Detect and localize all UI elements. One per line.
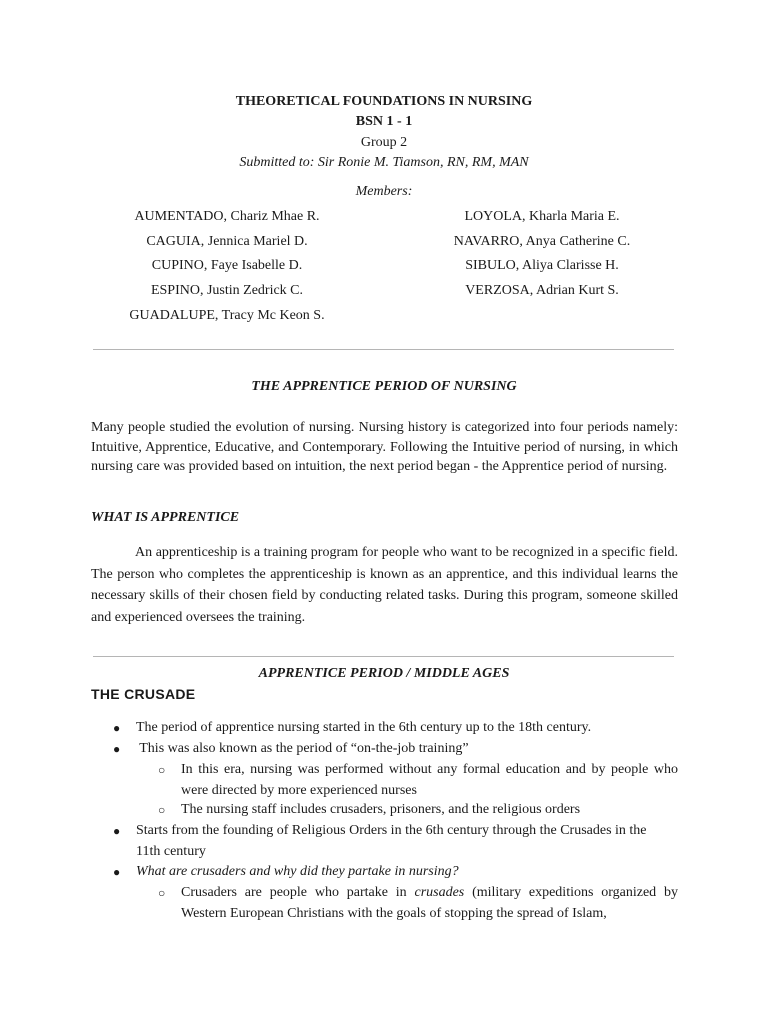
sub-bullet-icon: ○ xyxy=(158,763,166,777)
bullet-icon: ● xyxy=(113,824,121,838)
member-name: ESPINO, Justin Zedrick C. xyxy=(150,283,304,299)
member-name: VERZOSA, Adrian Kurt S. xyxy=(465,283,619,299)
subheading: THE CRUSADE xyxy=(91,686,196,702)
section-title: APPRENTICE PERIOD / MIDDLE AGES xyxy=(258,666,510,681)
bullet-icon: ● xyxy=(113,742,121,756)
horizontal-divider xyxy=(93,349,674,350)
list-item: The nursing staff includes crusaders, prisoners, and the religious orders xyxy=(181,802,581,817)
list-item-text: Crusaders are people who partake in xyxy=(181,885,415,900)
course-code: BSN 1 - 1 xyxy=(355,114,413,129)
list-item: What are crusaders and why did they partake in nursing? xyxy=(136,864,459,879)
horizontal-divider xyxy=(93,656,674,657)
bullet-icon: ● xyxy=(113,865,121,879)
definition-paragraph: An apprenticeship is a training program for people who want to be recognized in a specific field. The person who completes the apprenticeship is known as an apprentice, and this individual learns the necessary skills of their chosen field by conducting related tasks. During this program, someone skilled and experienced oversees the training. xyxy=(91,545,678,625)
member-name: CUPINO, Faye Isabelle D. xyxy=(151,258,303,274)
sub-bullet-icon: ○ xyxy=(158,803,166,817)
subheading: WHAT IS APPRENTICE xyxy=(91,510,240,525)
member-name: SIBULO, Aliya Clarisse H. xyxy=(465,258,619,274)
list-item: This was also known as the period of “on-the-job training” xyxy=(136,741,469,756)
member-name: AUMENTADO, Chariz Mhae R. xyxy=(134,209,320,224)
list-item: The period of apprentice nursing started in the 6th century up to the 18th century. xyxy=(136,720,592,735)
sub-bullet-icon: ○ xyxy=(158,886,166,900)
member-name: NAVARRO, Anya Catherine C. xyxy=(453,233,631,249)
member-name: CAGUIA, Jennica Mariel D. xyxy=(146,233,308,249)
members-left-column xyxy=(77,205,377,328)
section-title: THE APPRENTICE PERIOD OF NURSING xyxy=(251,379,517,394)
member-name: GUADALUPE, Tracy Mc Keon S. xyxy=(129,307,325,323)
intro-paragraph: Many people studied the evolution of nursing. Nursing history is categorized into four periods namely: Intuitive, Apprentice, Educative, and Contemporary. Following the Intuitive period of nursing, in which nursing care was provided based on intuition, the next period began - the Apprentice period of nursing. xyxy=(91,420,678,474)
group-label: Group 2 xyxy=(360,135,408,150)
members-right-column xyxy=(392,205,692,304)
list-item: Starts from the founding of Religious Orders in the 6th century through the Crusades in the 11th century xyxy=(136,823,647,859)
member-name: LOYOLA, Kharla Maria E. xyxy=(464,209,620,224)
bullet-icon: ● xyxy=(113,721,121,735)
list-item: In this era, nursing was performed without any formal education and by people who were directed by more experienced nurses xyxy=(181,762,678,798)
members-label: Members: xyxy=(355,184,413,199)
submitted-to: Submitted to: Sir Ronie M. Tiamson, RN, RM, MAN xyxy=(239,155,529,170)
list-item-text: (military expeditions organized by Western European Christians with the goals of stopping the spread of Islam, xyxy=(181,885,678,921)
document-title: THEORETICAL FOUNDATIONS IN NURSING xyxy=(235,94,533,109)
emphasis-text: crusades xyxy=(414,885,465,900)
list-item xyxy=(181,883,678,924)
